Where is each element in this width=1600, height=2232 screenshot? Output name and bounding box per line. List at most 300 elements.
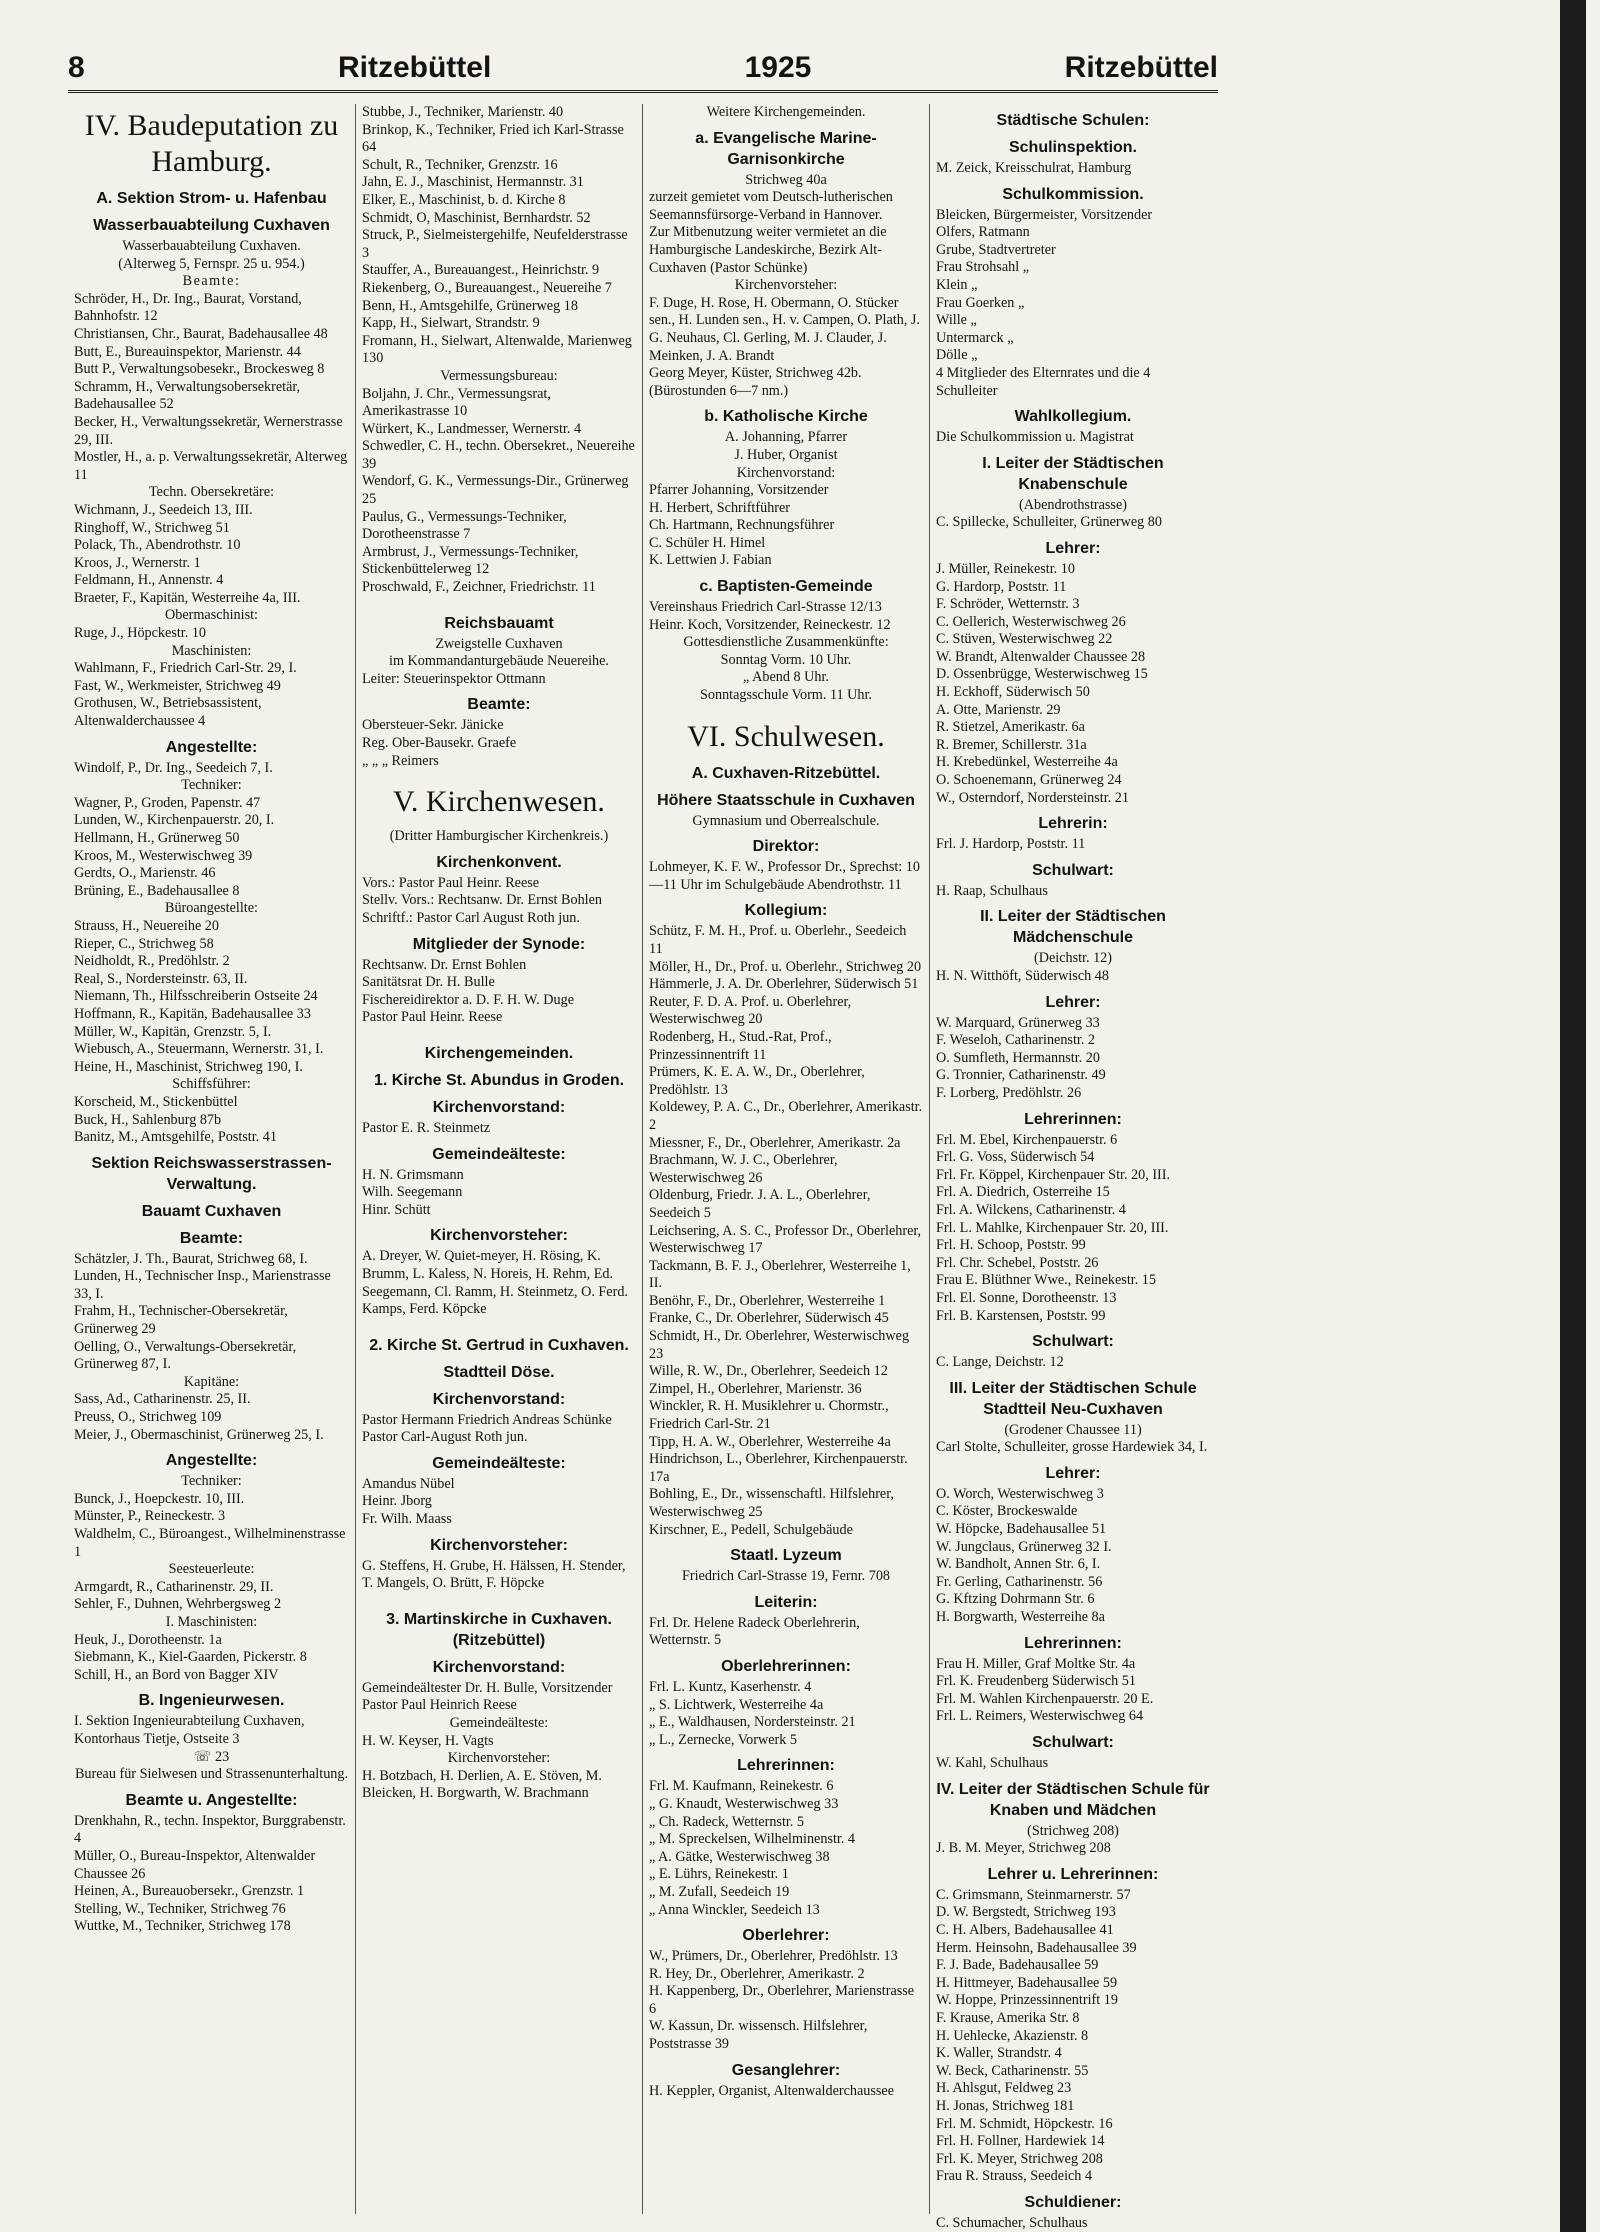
section-heading: Kirchenvorstand: bbox=[432, 1098, 566, 1116]
section-heading: Höhere Staatsschule in Cuxhaven bbox=[657, 791, 915, 809]
section-heading: IV. Leiter der Städtischen Schule für Knaben und Mädchen bbox=[936, 1780, 1210, 1819]
entry-line: „ M. Spreckelsen, Wilhelminenstr. 4 bbox=[649, 1831, 856, 1848]
entry-line: F. Lorberg, Predöhlstr. 26 bbox=[936, 1084, 1082, 1101]
entry-line: Benöhr, F., Dr., Oberlehrer, Westerreihe 1 bbox=[649, 1292, 886, 1309]
entry-line: Kirchenvorsteher: bbox=[447, 1750, 551, 1767]
entry-line: Strichweg 40a bbox=[745, 171, 827, 188]
section-heading: Oberlehrerinnen: bbox=[721, 1657, 851, 1675]
entry-line: Stelling, W., Techniker, Strichweg 76 bbox=[74, 1900, 286, 1917]
entry-line: Beamte: bbox=[182, 273, 241, 290]
section-heading: II. Leiter der Städtischen Mädchenschule bbox=[980, 908, 1166, 947]
entry-line: Zimpel, H., Oberlehrer, Marienstr. 36 bbox=[649, 1380, 862, 1397]
entry-line bbox=[362, 1319, 636, 1329]
entry-line: Müller, O., Bureau-Inspektor, Altenwalder Chaussee 26 bbox=[74, 1847, 316, 1882]
section-heading: a. Evangelische Marine-Garnisonkirche bbox=[695, 129, 877, 168]
section-heading: Stadtteil Döse. bbox=[443, 1363, 555, 1381]
entry-line: G. Steffens, H. Grube, H. Hälssen, H. Stender, T. Mangels, O. Brütt, F. Höpcke bbox=[362, 1557, 626, 1592]
section-heading: Gemeindeälteste: bbox=[432, 1454, 566, 1472]
entry-line: M. Zeick, Kreisschulrat, Hamburg bbox=[936, 160, 1132, 176]
entry-line: Schwedler, C. H., techn. Obersekret., Neuereihe 39 bbox=[362, 438, 635, 472]
section-heading: Beamte: bbox=[179, 1229, 244, 1247]
column-2 bbox=[355, 104, 642, 2214]
entry-line: Real, S., Nordersteinstr. 63, II. bbox=[74, 970, 248, 987]
entry-line: D. Ossenbrügge, Westerwischweg 15 bbox=[936, 666, 1148, 683]
section-heading: Wasserbauabteilung Cuxhaven bbox=[93, 217, 330, 234]
section-heading: VI. Schulwesen. bbox=[687, 719, 885, 753]
entry-line: Winckler, R. H. Musiklehrer u. Chormstr., Friedrich Carl-Str. 21 bbox=[649, 1398, 889, 1433]
entry-line: Banitz, M., Amtsgehilfe, Poststr. 41 bbox=[74, 1129, 277, 1146]
entry-line: Pastor E. R. Steinmetz bbox=[362, 1119, 491, 1136]
entry-line: Seesteuerleute: bbox=[168, 1561, 255, 1578]
entry-line: Frl. M. Ebel, Kirchenpauerstr. 6 bbox=[936, 1131, 1118, 1148]
entry-line: Oldenburg, Friedr. J. A. L., Oberlehrer, Seedeich 5 bbox=[649, 1187, 871, 1221]
entry-line: Hoffmann, R., Kapitän, Badehausallee 33 bbox=[74, 1005, 311, 1022]
entry-line: Frl. J. Hardorp, Poststr. 11 bbox=[936, 836, 1086, 853]
entry-line: Heine, H., Maschinist, Strichweg 190, I. bbox=[74, 1058, 303, 1075]
entry-line: Frahm, H., Technischer-Obersekretär, Grünerweg 29 bbox=[74, 1303, 288, 1338]
entry-line: Schriftf.: Pastor Carl August Roth jun. bbox=[362, 909, 580, 926]
entry-line: Reuter, F. D. A. Prof. u. Oberlehrer, Westerwischweg 20 bbox=[649, 993, 852, 1028]
entry-line: F. Weseloh, Catharinenstr. 2 bbox=[936, 1032, 1096, 1049]
entry-line: Frl. El. Sonne, Dorotheenstr. 13 bbox=[936, 1289, 1117, 1306]
entry-line: (Dritter Hamburgischer Kirchenkreis.) bbox=[389, 828, 609, 845]
entry-line: Schröder, H., Dr. Ing., Baurat, Vorstand, Bahnhofstr. 12 bbox=[74, 290, 302, 325]
section-heading: Angestellte: bbox=[165, 1452, 258, 1470]
entry-line: Gemeindeälteste: bbox=[449, 1715, 549, 1732]
entry-line: ☏ 23 bbox=[193, 1748, 230, 1765]
section-heading: Kirchenvorsteher: bbox=[430, 1536, 568, 1554]
entry-line: Weitere Kirchengemeinden. bbox=[706, 104, 866, 120]
entry-line: W. Kahl, Schulhaus bbox=[936, 1755, 1049, 1771]
section-heading: IV. Baudeputation zu Hamburg. bbox=[84, 109, 339, 178]
entry-line: H. Jonas, Strichweg 181 bbox=[936, 2097, 1075, 2114]
entry-line: Meier, J., Obermaschinist, Grünerweg 25, I. bbox=[74, 1426, 324, 1443]
entry-line: C. Stüven, Westerwischweg 22 bbox=[936, 631, 1113, 648]
entry-line: Struck, P., Sielmeistergehilfe, Neufelderstrasse 3 bbox=[362, 227, 628, 261]
entry-line: Ch. Hartmann, Rechnungsführer bbox=[649, 517, 835, 534]
entry-line: Stubbe, J., Techniker, Marienstr. 40 bbox=[362, 104, 564, 120]
entry-line: D. W. Bergstedt, Strichweg 193 bbox=[936, 1904, 1116, 1921]
entry-line: Gerdts, O., Marienstr. 46 bbox=[74, 865, 216, 882]
entry-line: Zweigstelle Cuxhaven bbox=[435, 635, 563, 652]
section-heading: A. Cuxhaven-Ritzebüttel. bbox=[691, 764, 881, 782]
entry-line: Olfers, Ratmann bbox=[936, 224, 1030, 241]
entry-line: Preuss, O., Strichweg 109 bbox=[74, 1409, 222, 1426]
entry-line: Herm. Heinsohn, Badehausallee 39 bbox=[936, 1939, 1137, 1956]
entry-line: Hellmann, H., Grünerweg 50 bbox=[74, 830, 240, 846]
entry-line: Pfarrer Johanning, Vorsitzender bbox=[649, 482, 829, 499]
section-heading: I. Leiter der Städtischen Knabenschule bbox=[982, 454, 1164, 493]
entry-line: Vermessungsbureau: bbox=[440, 367, 558, 384]
entry-line: (Strichweg 208) bbox=[1027, 1822, 1119, 1839]
entry-line: J. Huber, Organist bbox=[734, 446, 838, 463]
entry-line: Heuk, J., Dorotheenstr. 1a bbox=[74, 1631, 222, 1648]
entry-line: H. Keppler, Organist, Altenwalderchaussee bbox=[649, 2082, 895, 2099]
entry-line: Schiffsführer: bbox=[172, 1076, 251, 1093]
entry-line: C. Spillecke, Schulleiter, Grünerweg 80 bbox=[936, 514, 1162, 531]
entry-line: Feldmann, H., Annenstr. 4 bbox=[74, 572, 224, 589]
entry-line: Frl. K. Freudenberg Süderwisch 51 bbox=[936, 1673, 1136, 1690]
entry-line: Frl. M. Schmidt, Höpckestr. 16 bbox=[936, 2115, 1113, 2132]
entry-line: Mostler, H., a. p. Verwaltungssekretär, Alterweg 11 bbox=[74, 449, 348, 483]
entry-line: I. Sektion Ingenieurabteilung Cuxhaven, Kontorhaus Tietje, Ostseite 3 bbox=[74, 1713, 305, 1747]
section-heading: Lehrer u. Lehrerinnen: bbox=[987, 1865, 1159, 1883]
entry-line: C. Oellerich, Westerwischweg 26 bbox=[936, 613, 1126, 630]
header-left-title: Ritzebüttel bbox=[337, 51, 492, 84]
entry-line: (Abendrothstrasse) bbox=[1019, 496, 1127, 513]
header-right-title: Ritzebüttel bbox=[1064, 51, 1218, 84]
entry-line: J. Müller, Reinekestr. 10 bbox=[936, 560, 1075, 577]
entry-line: C. H. Albers, Badehausallee 41 bbox=[936, 1921, 1114, 1938]
entry-line: O. Schoenemann, Grünerweg 24 bbox=[936, 772, 1122, 789]
entry-line: A. Johanning, Pfarrer bbox=[724, 429, 848, 446]
entry-line: Ringhoff, W., Strichweg 51 bbox=[74, 519, 230, 536]
entry-line: Schütz, F. M. H., Prof. u. Oberlehr., Seedeich 11 bbox=[649, 923, 907, 957]
entry-line: Wahlmann, F., Friedrich Carl-Str. 29, I. bbox=[74, 660, 297, 677]
entry-line: Frl. A. Wilckens, Catharinenstr. 4 bbox=[936, 1201, 1126, 1218]
columns bbox=[68, 104, 1218, 2231]
entry-line: Hindrichson, L., Oberlehrer, Kirchenpauerstr. 17a bbox=[649, 1451, 908, 1485]
scan-edge bbox=[1560, 0, 1586, 2232]
entry-line: Vors.: Pastor Paul Heinr. Reese bbox=[362, 874, 540, 891]
entry-line: Kirchenvorstand: bbox=[736, 464, 836, 481]
section-heading: Bauamt Cuxhaven bbox=[141, 1202, 282, 1220]
entry-line: G. Hardorp, Poststr. 11 bbox=[936, 578, 1067, 595]
section-heading: Schulkommission. bbox=[1002, 185, 1144, 203]
entry-line: Rodenberg, H., Stud.-Rat, Prof., Prinzessinnentrift 11 bbox=[649, 1028, 832, 1063]
entry-line: Sonntag Vorm. 10 Uhr. bbox=[720, 651, 852, 668]
entry-line: Miessner, F., Dr., Oberlehrer, Amerikastr. 2a bbox=[649, 1134, 901, 1151]
entry-line: (Grodener Chaussee 11) bbox=[1004, 1421, 1142, 1438]
entry-line: Tackmann, B. F. J., Oberlehrer, Westerreihe 1, II. bbox=[649, 1257, 911, 1292]
section-heading: A. Sektion Strom- u. Hafenbau bbox=[96, 190, 327, 207]
entry-line: Bunck, J., Hoepckestr. 10, III. bbox=[74, 1490, 245, 1507]
section-heading: 2. Kirche St. Gertrud in Cuxhaven. bbox=[369, 1336, 629, 1354]
entry-line: Riekenberg, O., Bureauangest., Neuereihe 7 bbox=[362, 279, 612, 296]
entry-line: Pastor Carl-August Roth jun. bbox=[362, 1429, 528, 1446]
entry-line: Schmidt, H., Dr. Oberlehrer, Westerwischweg 23 bbox=[649, 1328, 910, 1362]
entry-line: Leiter: Steuerinspektor Ottmann bbox=[362, 670, 546, 687]
entry-line: Ruge, J., Höpckestr. 10 bbox=[74, 625, 207, 642]
entry-line: H. Borgwarth, Westerreihe 8a bbox=[936, 1609, 1105, 1626]
entry-line: Wichmann, J., Seedeich 13, III. bbox=[74, 501, 253, 518]
entry-line bbox=[362, 1593, 636, 1603]
entry-line: W. Höpcke, Badehausallee 51 bbox=[936, 1521, 1107, 1538]
entry-line: Frau Goerken „ bbox=[936, 294, 1025, 311]
entry-line: H. Krebedünkel, Westerreihe 4a bbox=[936, 754, 1118, 771]
entry-line: W. Hoppe, Prinzessinnentrift 19 bbox=[936, 1992, 1118, 2009]
entry-line: Wille „ bbox=[936, 312, 977, 329]
section-heading: Kirchenkonvent. bbox=[436, 853, 562, 871]
column-3 bbox=[642, 104, 929, 2214]
section-heading: Schulwart: bbox=[1032, 1734, 1114, 1751]
entry-line: Klein „ bbox=[936, 276, 978, 293]
entry-line: Bureau für Sielwesen und Strassenunterhaltung. bbox=[74, 1766, 349, 1783]
entry-line: „ A. Gätke, Westerwischweg 38 bbox=[649, 1848, 830, 1865]
entry-line: Pastor Hermann Friedrich Andreas Schünke bbox=[362, 1411, 612, 1428]
entry-line: Frau H. Miller, Graf Moltke Str. 4a bbox=[936, 1655, 1136, 1672]
entry-line: Wuttke, M., Techniker, Strichweg 178 bbox=[74, 1918, 291, 1935]
entry-line: Lohmeyer, K. F. W., Professor Dr., Sprechst: 10—11 Uhr im Schulgebäude Abendrothstr. 11 bbox=[649, 859, 920, 893]
entry-line: Brinkop, K., Techniker, Fried ich Karl-Strasse 64 bbox=[362, 121, 624, 156]
entry-line: Carl Stolte, Schulleiter, grosse Hardewiek 34, I. bbox=[936, 1439, 1208, 1456]
entry-line: Heinen, A., Bureauobersekr., Grenzstr. 1 bbox=[74, 1883, 305, 1900]
entry-line: Polack, Th., Abendrothstr. 10 bbox=[74, 537, 241, 554]
entry-line: Obersteuer-Sekr. Jänicke bbox=[362, 717, 504, 734]
entry-line: Kroos, M., Westerwischweg 39 bbox=[74, 847, 253, 864]
entry-line: Pastor Paul Heinrich Reese bbox=[362, 1697, 517, 1714]
entry-line: Sanitätsrat Dr. H. Bulle bbox=[362, 974, 495, 991]
entry-line: W. Kassun, Dr. wissensch. Hilfslehrer, Poststrasse 39 bbox=[649, 2018, 868, 2053]
entry-line: Butt P., Verwaltungsobesekr., Brockesweg 8 bbox=[74, 361, 325, 378]
entry-line: G. Tronnier, Catharinenstr. 49 bbox=[936, 1067, 1106, 1084]
entry-line: R. Bremer, Schillerstr. 31a bbox=[936, 736, 1087, 753]
entry-line: „ Anna Winckler, Seedeich 13 bbox=[649, 1901, 820, 1918]
section-heading: 3. Martinskirche in Cuxhaven. (Ritzebüttel) bbox=[386, 1610, 612, 1649]
entry-line: Kapp, H., Sielwart, Strandstr. 9 bbox=[362, 315, 540, 332]
entry-line: Frl. H. Follner, Hardewiek 14 bbox=[936, 2133, 1105, 2150]
section-heading: Schulwart: bbox=[1032, 861, 1114, 879]
entry-line: Frl. L. Reimers, Westerwischweg 64 bbox=[936, 1708, 1144, 1725]
entry-line: Frl. L. Mahlke, Kirchenpauer Str. 20, III. bbox=[936, 1219, 1169, 1236]
section-heading: Lehrer: bbox=[1045, 993, 1101, 1011]
entry-line: Wilh. Seegemann bbox=[362, 1184, 463, 1201]
entry-line: Schätzler, J. Th., Baurat, Strichweg 68, I. bbox=[74, 1250, 308, 1267]
entry-line: „ „ „ Reimers bbox=[362, 752, 439, 769]
entry-line: Stauffer, A., Bureauangest., Heinrichstr. 9 bbox=[362, 262, 600, 279]
entry-line: Gottesdienstliche Zusammenkünfte: bbox=[683, 634, 889, 651]
entry-line: Frl. K. Meyer, Strichweg 208 bbox=[936, 2150, 1103, 2167]
entry-line: Kroos, J., Wernerstr. 1 bbox=[74, 554, 201, 571]
entry-line: Fischereidirektor a. D. F. H. W. Duge bbox=[362, 991, 575, 1008]
entry-line: Reg. Ober-Bausekr. Graefe bbox=[362, 735, 517, 751]
entry-line: C. Lange, Deichstr. 12 bbox=[936, 1354, 1064, 1371]
entry-line: Obermaschinist: bbox=[165, 607, 258, 624]
entry-line: Hinr. Schütt bbox=[362, 1201, 431, 1218]
entry-line: Strauss, H., Neuereihe 20 bbox=[74, 917, 219, 934]
entry-line: „ M. Zufall, Seedeich 19 bbox=[649, 1883, 790, 1900]
entry-line: Sehler, F., Duhnen, Wehrbergsweg 2 bbox=[74, 1596, 282, 1613]
header-year: 1925 bbox=[744, 51, 812, 84]
entry-line: H. Hittmeyer, Badehausallee 59 bbox=[936, 1974, 1118, 1991]
entry-line: Frl. G. Voss, Süderwisch 54 bbox=[936, 1149, 1095, 1166]
entry-line: Wendorf, G. K., Vermessungs-Dir., Grünerweg 25 bbox=[362, 473, 629, 508]
entry-line: Frl. Dr. Helene Radeck Oberlehrerin, Wetternstr. 5 bbox=[649, 1614, 860, 1649]
entry-line: Bleicken, Bürgermeister, Vorsitzender bbox=[936, 206, 1153, 223]
entry-line: Frl. H. Schoop, Poststr. 99 bbox=[936, 1237, 1086, 1254]
entry-line: Georg Meyer, Küster, Strichweg 42b. (Bürostunden 6—7 nm.) bbox=[649, 365, 862, 399]
entry-line: K. Lettwien J. Fabian bbox=[649, 552, 772, 569]
section-heading: Schulwart: bbox=[1032, 1333, 1114, 1351]
section-heading: Lehrerinnen: bbox=[1024, 1110, 1122, 1128]
entry-line: W. Beck, Catharinenstr. 55 bbox=[936, 2062, 1089, 2079]
entry-line: Windolf, P., Dr. Ing., Seedeich 7, I. bbox=[74, 759, 273, 776]
entry-line: Gemeindeältester Dr. H. Bulle, Vorsitzender bbox=[362, 1679, 613, 1696]
entry-line bbox=[649, 705, 923, 715]
entry-line: Buck, H., Sahlenburg 87b bbox=[74, 1111, 222, 1128]
section-heading: 1. Kirche St. Abundus in Groden. bbox=[373, 1071, 625, 1089]
entry-line: Tipp, H. A. W., Oberlehrer, Westerreihe 4a bbox=[649, 1433, 891, 1450]
entry-line: Lunden, W., Kirchenpauerstr. 20, I. bbox=[74, 812, 275, 829]
entry-line: Münster, P., Reineckestr. 3 bbox=[74, 1508, 226, 1525]
section-heading: c. Baptisten-Gemeinde bbox=[699, 578, 873, 596]
entry-line: A. Dreyer, W. Quiet-meyer, H. Rösing, K. Brumm, L. Kaless, N. Horeis, H. Rehm, Ed. Seegemann, Cl. Ramm, H. Steinmetz, O. Ferd. Kamps, Ferd. Köpcke bbox=[362, 1248, 628, 1318]
entry-line: Vereinshaus Friedrich Carl-Strasse 12/13 bbox=[649, 599, 882, 616]
entry-line: Frl. M. Wahlen Kirchenpauerstr. 20 E. bbox=[936, 1690, 1154, 1707]
entry-line: C. Grimsmann, Steinmarnerstr. 57 bbox=[936, 1886, 1131, 1903]
entry-line: Fromann, H., Sielwart, Altenwalde, Marienweg 130 bbox=[362, 332, 632, 367]
entry-line bbox=[362, 770, 636, 780]
entry-line: Schill, H., an Bord von Bagger XIV bbox=[74, 1666, 279, 1683]
entry-line: Lunden, H., Technischer Insp., Marienstrasse 33, I. bbox=[74, 1268, 331, 1302]
entry-line: F. Krause, Amerika Str. 8 bbox=[936, 2009, 1080, 2026]
entry-line: Kirschner, E., Pedell, Schulgebäude bbox=[649, 1521, 853, 1538]
section-heading: b. Katholische Kirche bbox=[704, 408, 868, 426]
entry-line: Friedrich Carl-Strasse 19, Fernr. 708 bbox=[681, 1568, 891, 1585]
entry-line: H. Raap, Schulhaus bbox=[936, 882, 1048, 899]
section-heading: Lehrer: bbox=[1045, 539, 1101, 557]
entry-line: Neidholdt, R., Predöhlstr. 2 bbox=[74, 953, 230, 970]
entry-line: Schramm, H., Verwaltungsobersekretär, Badehausallee 52 bbox=[74, 378, 301, 413]
entry-line: Grothusen, W., Betriebsassistent, Altenwalderchaussee 4 bbox=[74, 695, 262, 730]
entry-line: Fast, W., Werkmeister, Strichweg 49 bbox=[74, 677, 281, 694]
section-heading: Lehrer: bbox=[1045, 1464, 1101, 1482]
entry-line: K. Waller, Strandstr. 4 bbox=[936, 2045, 1062, 2062]
section-heading: Schulinspektion. bbox=[1008, 139, 1137, 156]
entry-line: H. W. Keyser, H. Vagts bbox=[362, 1732, 494, 1749]
entry-line: W. Marquard, Grünerweg 33 bbox=[936, 1014, 1100, 1031]
entry-line: W. Jungclaus, Grünerweg 32 I. bbox=[936, 1538, 1112, 1555]
section-heading: Beamte u. Angestellte: bbox=[125, 1791, 298, 1809]
entry-line: C. Schüler H. Himel bbox=[649, 534, 766, 551]
entry-line: G. Kftzing Dohrmann Str. 6 bbox=[936, 1591, 1095, 1608]
entry-line: H. Kappenberg, Dr., Oberlehrer, Marienstrasse 6 bbox=[649, 1983, 915, 2017]
section-heading: Beamte: bbox=[467, 696, 531, 714]
entry-line: F. J. Bade, Badehausallee 59 bbox=[936, 1957, 1099, 1974]
entry-line: Wasserbauabteilung Cuxhaven. bbox=[122, 238, 301, 254]
section-heading: Lehrerinnen: bbox=[1024, 1634, 1122, 1652]
section-heading: Gemeindeälteste: bbox=[432, 1145, 566, 1163]
entry-line: I. Maschinisten: bbox=[165, 1613, 258, 1630]
section-heading: Reichsbauamt bbox=[444, 614, 554, 632]
entry-line: Untermarck „ bbox=[936, 329, 1014, 346]
entry-line: (Alterweg 5, Fernspr. 25 u. 954.) bbox=[118, 255, 305, 272]
entry-line: Möller, H., Dr., Prof. u. Oberlehr., Strichweg 20 bbox=[649, 958, 922, 975]
entry-line: Braeter, F., Kapitän, Westerreihe 4a, III. bbox=[74, 589, 301, 606]
page-number: 8 bbox=[68, 51, 85, 84]
entry-line: Zur Mitbenutzung weiter vermietet an die Hamburgische Landeskirche, Bezirk Alt-Cuxhaven (Pastor Schünke) bbox=[649, 224, 887, 276]
entry-line: „ L., Zernecke, Vorwerk 5 bbox=[649, 1731, 797, 1748]
section-heading: Direktor: bbox=[752, 838, 820, 856]
entry-line: Benn, H., Amtsgehilfe, Grünerweg 18 bbox=[362, 297, 578, 314]
entry-line: Jahn, E. J., Maschinist, Hermannstr. 31 bbox=[362, 174, 584, 191]
section-heading: Kirchenvorstand: bbox=[432, 1658, 566, 1676]
entry-line: Kirchenvorsteher: bbox=[734, 277, 838, 294]
entry-line: Becker, H., Verwaltungssekretär, Wernerstrasse 29, III. bbox=[74, 413, 343, 448]
entry-line: Rechtsanw. Dr. Ernst Bohlen bbox=[362, 956, 527, 973]
entry-line: H. Botzbach, H. Derlien, A. E. Stöven, M. Bleicken, H. Borgwarth, W. Brachmann bbox=[362, 1767, 602, 1802]
entry-line: Butt, E., Bureauinspektor, Marienstr. 44 bbox=[74, 343, 301, 360]
entry-line: Müller, W., Kapitän, Grenzstr. 5, I. bbox=[74, 1023, 272, 1040]
entry-line: Franke, C., Dr. Oberlehrer, Süderwisch 45 bbox=[649, 1310, 889, 1327]
section-heading: Wahlkollegium. bbox=[1014, 408, 1132, 426]
column-4 bbox=[929, 104, 1216, 2231]
entry-line: Gymnasium und Oberrealschule. bbox=[692, 812, 880, 829]
entry-line: Bohling, E., Dr., wissenschaftl. Hilfslehrer, Westerwischweg 25 bbox=[649, 1486, 894, 1520]
entry-line: Dölle „ bbox=[936, 347, 978, 364]
entry-line: Sonntagsschule Vorm. 11 Uhr. bbox=[700, 687, 872, 704]
entry-line: H. Uehlecke, Akazienstr. 8 bbox=[936, 2027, 1089, 2044]
entry-line: W., Osterndorf, Nordersteinstr. 21 bbox=[936, 789, 1129, 806]
entry-line: „ G. Knaudt, Westerwischweg 33 bbox=[649, 1795, 839, 1812]
entry-line: A. Otte, Marienstr. 29 bbox=[936, 701, 1061, 718]
entry-line: 4 Mitglieder des Elternrates und die 4 Schulleiter bbox=[936, 364, 1151, 399]
entry-line: Die Schulkommission u. Magistrat bbox=[936, 429, 1134, 446]
entry-line: „ E., Waldhausen, Nordersteinstr. 21 bbox=[649, 1714, 856, 1731]
entry-line: Rieper, C., Strichweg 58 bbox=[74, 935, 214, 952]
section-heading: Schuldiener: bbox=[1024, 2193, 1122, 2211]
entry-line: Koldewey, P. A. C., Dr., Oberlehrer, Amerikastr. 2 bbox=[649, 1099, 923, 1133]
entry-line: Siebmann, K., Kiel-Gaarden, Pickerstr. 8 bbox=[74, 1649, 307, 1666]
entry-line: Techn. Obersekretäre: bbox=[148, 484, 275, 501]
entry-line: Frl. B. Karstensen, Poststr. 99 bbox=[936, 1307, 1106, 1324]
entry-line: Wiebusch, A., Steuermann, Wernerstr. 31, I. bbox=[74, 1041, 324, 1058]
entry-line: Heinr. Jborg bbox=[362, 1493, 432, 1510]
entry-line: Wille, R. W., Dr., Oberlehrer, Seedeich 12 bbox=[649, 1363, 888, 1380]
entry-line: „ E. Lührs, Reinekestr. 1 bbox=[649, 1866, 789, 1883]
entry-line: (Deichstr. 12) bbox=[1033, 950, 1112, 967]
entry-line: Sass, Ad., Catharinenstr. 25, II. bbox=[74, 1391, 251, 1408]
section-heading: Kirchengemeinden. bbox=[424, 1044, 574, 1062]
section-heading: Städtische Schulen: bbox=[996, 112, 1150, 129]
section-heading: Kollegium: bbox=[744, 902, 828, 920]
entry-line: W. Brandt, Altenwalder Chaussee 28 bbox=[936, 648, 1146, 665]
entry-line: Frau Strohsahl „ bbox=[936, 259, 1029, 276]
section-heading: Angestellte: bbox=[165, 738, 258, 756]
entry-line: Hämmerle, J. A. Dr. Oberlehrer, Süderwisch 51 bbox=[649, 976, 919, 993]
entry-line: H. N. Grimsmann bbox=[362, 1166, 464, 1183]
entry-line: Pastor Paul Heinr. Reese bbox=[362, 1009, 503, 1026]
entry-line: Waldhelm, C., Büroangest., Wilhelminenstrasse 1 bbox=[74, 1526, 346, 1560]
section-heading: Lehrerin: bbox=[1038, 815, 1108, 833]
entry-line: Brachmann, W. J. C., Oberlehrer, Westerwischweg 26 bbox=[649, 1152, 838, 1186]
entry-line: Prümers, K. E. A. W., Dr., Oberlehrer, Predöhlstr. 13 bbox=[649, 1064, 865, 1098]
entry-line: im Kommandanturgebäude Neuereihe. bbox=[389, 653, 609, 670]
entry-line: Frau R. Strauss, Seedeich 4 bbox=[936, 2168, 1093, 2185]
entry-line: Maschinisten: bbox=[171, 642, 252, 659]
entry-line: Techniker: bbox=[181, 1473, 242, 1490]
entry-line: Frl. M. Kaufmann, Reinekestr. 6 bbox=[649, 1778, 834, 1795]
entry-line: Armgardt, R., Catharinenstr. 29, II. bbox=[74, 1578, 274, 1595]
entry-line: Boljahn, J. Chr., Vermessungsrat, Amerikastrasse 10 bbox=[362, 385, 551, 420]
entry-line: C. Schumacher, Schulhaus bbox=[936, 2214, 1088, 2231]
entry-line: Oelling, O., Verwaltungs-Obersekretär, Grünerweg 87, I. bbox=[74, 1338, 297, 1373]
section-heading: B. Ingenieurwesen. bbox=[138, 1692, 285, 1710]
entry-line: R. Hey, Dr., Oberlehrer, Amerikastr. 2 bbox=[649, 1965, 865, 1982]
section-heading: Mitglieder der Synode: bbox=[412, 935, 586, 953]
entry-line: J. B. M. Meyer, Strichweg 208 bbox=[936, 1840, 1111, 1857]
entry-line: Frl. Chr. Schebel, Poststr. 26 bbox=[936, 1254, 1099, 1271]
entry-line: Fr. Wilh. Maass bbox=[362, 1511, 452, 1528]
entry-line: Wagner, P., Groden, Papenstr. 47 bbox=[74, 794, 261, 811]
entry-line: O. Sumfleth, Hermannstr. 20 bbox=[936, 1049, 1100, 1066]
entry-line: Christiansen, Chr., Baurat, Badehausallee 48 bbox=[74, 325, 328, 342]
entry-line: W. Bandholt, Annen Str. 6, I. bbox=[936, 1556, 1101, 1573]
entry-line: Korscheid, M., Stickenbüttel bbox=[74, 1093, 238, 1110]
entry-line: H. Ahlsgut, Feldweg 23 bbox=[936, 2080, 1072, 2097]
section-heading: V. Kirchenwesen. bbox=[393, 785, 605, 819]
entry-line: „ Ch. Radeck, Wetternstr. 5 bbox=[649, 1813, 805, 1830]
